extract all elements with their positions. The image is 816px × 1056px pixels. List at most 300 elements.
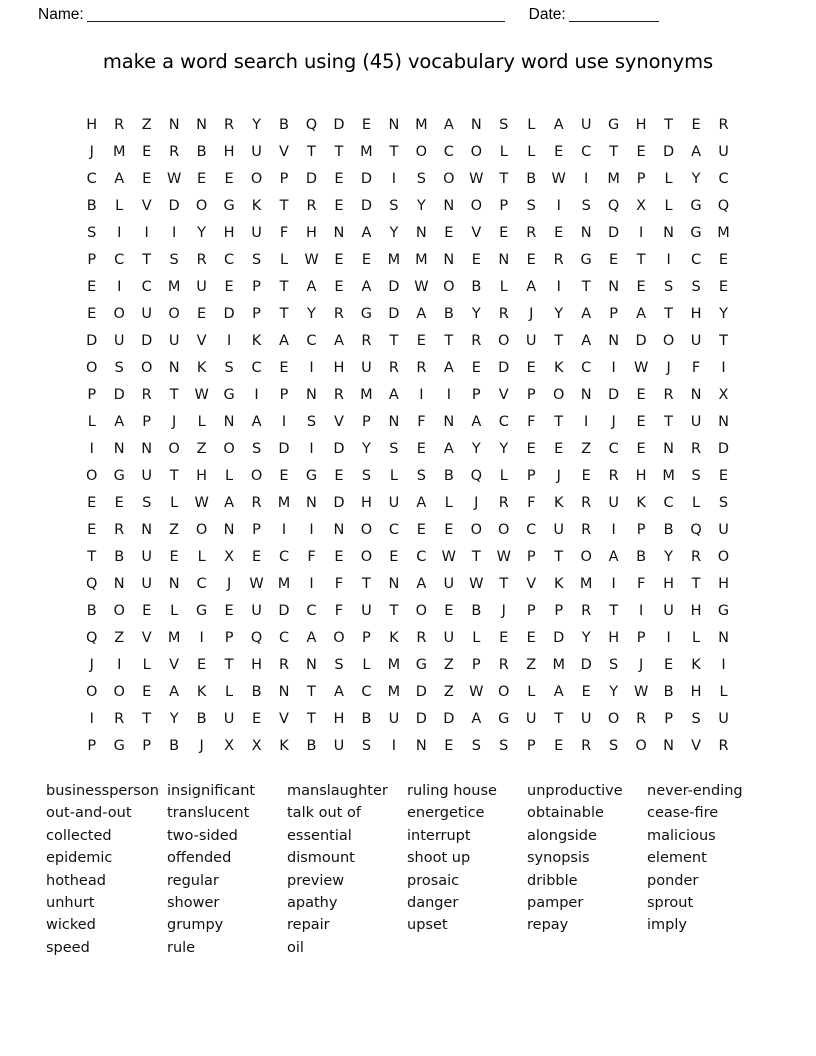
grid-cell[interactable]: N xyxy=(663,225,674,241)
word-list-item[interactable]: element xyxy=(647,850,707,867)
grid-cell[interactable]: N xyxy=(690,387,702,403)
grid-cell[interactable]: P xyxy=(526,549,536,565)
grid-cell[interactable]: N xyxy=(608,333,620,349)
grid-cell[interactable]: T xyxy=(554,549,564,565)
grid-cell[interactable]: I xyxy=(117,657,122,673)
grid-cell[interactable]: K xyxy=(196,684,207,700)
grid-cell[interactable]: O xyxy=(662,333,675,349)
grid-cell[interactable]: O xyxy=(415,603,428,619)
grid-cell[interactable]: G xyxy=(608,117,620,133)
grid-cell[interactable]: H xyxy=(635,117,647,133)
grid-cell[interactable]: Q xyxy=(690,522,702,538)
grid-cell[interactable]: K xyxy=(691,657,701,673)
grid-cell[interactable]: D xyxy=(168,198,180,214)
grid-cell[interactable]: N xyxy=(388,117,400,133)
grid-cell[interactable]: R xyxy=(333,387,344,403)
grid-cell[interactable]: N xyxy=(168,360,180,376)
grid-cell[interactable]: P xyxy=(554,603,564,619)
grid-cell[interactable]: Y xyxy=(361,441,371,457)
word-list-item[interactable]: wicked xyxy=(46,917,96,934)
grid-cell[interactable]: W xyxy=(194,387,209,403)
grid-cell[interactable]: G xyxy=(223,387,235,403)
word-list-item[interactable]: apathy xyxy=(287,894,338,911)
grid-cell[interactable]: N xyxy=(196,117,208,133)
grid-cell[interactable]: B xyxy=(86,198,97,214)
grid-cell[interactable]: R xyxy=(224,117,235,133)
grid-cell[interactable]: I xyxy=(419,387,424,403)
grid-cell[interactable]: G xyxy=(415,657,427,673)
grid-cell[interactable]: R xyxy=(169,144,180,160)
grid-cell[interactable]: O xyxy=(168,441,180,457)
grid-cell[interactable]: T xyxy=(87,549,97,565)
grid-cell[interactable]: O xyxy=(635,738,647,754)
grid-cell[interactable]: T xyxy=(609,603,619,619)
grid-cell[interactable]: R xyxy=(114,711,125,727)
grid-cell[interactable]: D xyxy=(333,495,345,511)
grid-cell[interactable]: L xyxy=(225,468,234,484)
grid-cell[interactable]: G xyxy=(580,252,592,268)
grid-cell[interactable]: E xyxy=(718,468,729,484)
grid-cell[interactable]: K xyxy=(553,495,564,511)
grid-cell[interactable]: R xyxy=(581,603,592,619)
grid-cell[interactable]: B xyxy=(196,711,207,727)
grid-cell[interactable]: U xyxy=(168,333,180,349)
date-write-in-line[interactable] xyxy=(569,9,659,22)
grid-cell[interactable]: V xyxy=(279,711,289,727)
grid-cell[interactable]: W xyxy=(633,684,649,700)
grid-cell[interactable]: Q xyxy=(717,198,730,214)
grid-cell[interactable]: T xyxy=(719,333,728,349)
word-list-item[interactable]: synopsis xyxy=(527,850,590,867)
grid-cell[interactable]: B xyxy=(471,279,482,295)
grid-cell[interactable]: H xyxy=(251,657,262,673)
grid-cell[interactable]: F xyxy=(279,225,289,241)
grid-cell[interactable]: T xyxy=(389,603,399,619)
grid-cell[interactable]: A xyxy=(306,279,317,295)
grid-cell[interactable]: U xyxy=(388,495,400,511)
grid-cell[interactable]: L xyxy=(444,495,453,511)
grid-cell[interactable]: O xyxy=(140,360,153,376)
word-list-item[interactable]: out-and-out xyxy=(46,805,132,822)
grid-cell[interactable]: E xyxy=(114,495,124,511)
grid-cell[interactable]: C xyxy=(114,252,125,268)
grid-cell[interactable]: E xyxy=(251,711,262,727)
grid-cell[interactable]: I xyxy=(144,225,149,241)
grid-cell[interactable]: E xyxy=(554,441,564,457)
grid-cell[interactable]: I xyxy=(391,738,397,754)
grid-cell[interactable]: L xyxy=(664,198,673,214)
word-list-item[interactable]: speed xyxy=(46,939,90,956)
grid-cell[interactable]: P xyxy=(224,630,234,646)
grid-cell[interactable]: W xyxy=(633,360,649,376)
grid-cell[interactable]: N xyxy=(580,387,592,403)
grid-cell[interactable]: E xyxy=(197,171,207,187)
grid-cell[interactable]: D xyxy=(223,306,235,322)
grid-cell[interactable]: S xyxy=(691,711,701,727)
grid-cell[interactable]: T xyxy=(609,144,619,160)
grid-cell[interactable]: T xyxy=(389,333,399,349)
grid-cell[interactable]: T xyxy=(636,252,646,268)
grid-cell[interactable]: W xyxy=(194,495,209,511)
grid-cell[interactable]: E xyxy=(224,603,234,619)
grid-cell[interactable]: J xyxy=(89,144,94,160)
grid-cell[interactable]: N xyxy=(168,117,180,133)
word-list-item[interactable]: shower xyxy=(167,894,220,911)
word-list-item[interactable]: rule xyxy=(167,939,196,956)
grid-cell[interactable]: V xyxy=(526,576,537,592)
grid-cell[interactable]: A xyxy=(306,630,317,646)
grid-cell[interactable]: D xyxy=(333,117,345,133)
grid-cell[interactable]: J xyxy=(529,306,534,322)
grid-cell[interactable]: N xyxy=(443,414,455,430)
grid-cell[interactable]: P xyxy=(499,198,509,214)
grid-cell[interactable]: O xyxy=(498,522,510,538)
grid-cell[interactable]: S xyxy=(526,198,536,214)
grid-cell[interactable]: W xyxy=(469,171,484,187)
grid-cell[interactable]: N xyxy=(113,441,125,457)
grid-cell[interactable]: Y xyxy=(719,306,728,322)
grid-cell[interactable]: R xyxy=(663,387,674,403)
word-list-item[interactable]: energetice xyxy=(407,805,485,822)
grid-cell[interactable]: E xyxy=(334,279,344,295)
grid-cell[interactable]: T xyxy=(499,171,509,187)
grid-cell[interactable]: R xyxy=(388,360,399,376)
grid-cell[interactable]: E xyxy=(142,171,152,187)
word-list-item[interactable]: danger xyxy=(407,894,459,911)
grid-cell[interactable]: R xyxy=(581,495,592,511)
grid-cell[interactable]: E xyxy=(224,279,234,295)
grid-cell[interactable]: E xyxy=(389,549,399,565)
grid-cell[interactable]: D xyxy=(360,171,372,187)
grid-cell[interactable]: U xyxy=(361,603,372,619)
grid-cell[interactable]: E xyxy=(636,387,646,403)
grid-cell[interactable]: S xyxy=(224,360,234,376)
grid-cell[interactable]: E xyxy=(663,657,674,673)
grid-cell[interactable]: P xyxy=(636,522,646,538)
grid-cell[interactable]: Y xyxy=(499,441,509,457)
grid-cell[interactable]: P xyxy=(279,387,289,403)
grid-cell[interactable]: F xyxy=(527,495,536,511)
grid-cell[interactable]: E xyxy=(279,360,289,376)
grid-cell[interactable]: J xyxy=(501,603,506,619)
word-list-item[interactable]: prosaic xyxy=(407,872,460,889)
grid-cell[interactable]: S xyxy=(416,171,426,187)
word-list-item[interactable]: cease-fire xyxy=(647,805,719,822)
grid-cell[interactable]: O xyxy=(498,684,510,700)
grid-cell[interactable]: V xyxy=(471,225,482,241)
grid-cell[interactable]: N xyxy=(333,225,345,241)
grid-cell[interactable]: A xyxy=(443,360,454,376)
grid-cell[interactable]: E xyxy=(87,495,97,511)
grid-cell[interactable]: Y xyxy=(252,117,261,133)
grid-cell[interactable]: C xyxy=(224,252,235,268)
grid-cell[interactable]: S xyxy=(251,252,262,268)
grid-cell[interactable]: D xyxy=(498,360,510,376)
grid-cell[interactable]: L xyxy=(692,630,701,646)
grid-cell[interactable]: P xyxy=(142,738,152,754)
grid-cell[interactable]: W xyxy=(469,576,484,592)
grid-cell[interactable]: I xyxy=(117,279,122,295)
grid-cell[interactable]: L xyxy=(197,549,206,565)
word-list-item[interactable]: preview xyxy=(287,872,345,889)
grid-cell[interactable]: P xyxy=(636,171,646,187)
grid-cell[interactable]: L xyxy=(362,657,371,673)
grid-cell[interactable]: P xyxy=(252,522,261,538)
grid-cell[interactable]: M xyxy=(360,387,373,403)
grid-cell[interactable]: H xyxy=(690,603,702,619)
grid-cell[interactable]: W xyxy=(496,549,511,565)
grid-cell[interactable]: R xyxy=(718,738,729,754)
grid-cell[interactable]: C xyxy=(251,360,262,376)
word-list-item[interactable]: translucent xyxy=(167,805,250,822)
grid-cell[interactable]: M xyxy=(717,225,730,241)
grid-cell[interactable]: I xyxy=(721,360,726,376)
grid-cell[interactable]: R xyxy=(498,495,509,511)
grid-cell[interactable]: A xyxy=(553,117,564,133)
grid-cell[interactable]: C xyxy=(361,684,372,700)
grid-cell[interactable]: R xyxy=(581,738,592,754)
grid-cell[interactable]: O xyxy=(717,549,730,565)
grid-cell[interactable]: U xyxy=(251,225,262,241)
grid-cell[interactable]: D xyxy=(86,333,98,349)
grid-cell[interactable]: B xyxy=(663,522,674,538)
grid-cell[interactable]: Z xyxy=(526,657,537,673)
grid-cell[interactable]: N xyxy=(388,576,400,592)
grid-cell[interactable]: T xyxy=(361,576,371,592)
grid-cell[interactable]: D xyxy=(415,711,427,727)
grid-cell[interactable]: C xyxy=(306,333,317,349)
grid-cell[interactable]: O xyxy=(415,144,428,160)
grid-cell[interactable]: L xyxy=(170,603,179,619)
word-search-grid[interactable] xyxy=(78,112,738,760)
grid-cell[interactable]: N xyxy=(663,738,674,754)
grid-cell[interactable]: U xyxy=(525,711,537,727)
grid-cell[interactable]: U xyxy=(443,630,455,646)
grid-cell[interactable]: R xyxy=(498,306,509,322)
grid-cell[interactable]: N xyxy=(718,630,729,646)
grid-cell[interactable]: I xyxy=(611,522,616,538)
grid-cell[interactable]: P xyxy=(87,738,97,754)
grid-cell[interactable]: C xyxy=(608,441,619,457)
grid-cell[interactable]: M xyxy=(579,576,593,592)
grid-cell[interactable]: R xyxy=(636,711,647,727)
grid-cell[interactable]: B xyxy=(306,738,317,754)
grid-cell[interactable]: N xyxy=(663,441,674,457)
grid-cell[interactable]: Y xyxy=(389,225,399,241)
grid-cell[interactable]: E xyxy=(169,549,179,565)
grid-cell[interactable]: D xyxy=(278,603,290,619)
grid-cell[interactable]: T xyxy=(554,414,564,430)
grid-cell[interactable]: B xyxy=(196,144,207,160)
grid-cell[interactable]: U xyxy=(113,333,125,349)
grid-cell[interactable]: E xyxy=(554,738,564,754)
grid-cell[interactable]: U xyxy=(196,279,207,295)
grid-cell[interactable]: R xyxy=(471,333,482,349)
grid-cell[interactable]: R xyxy=(691,441,702,457)
grid-cell[interactable]: W xyxy=(166,171,182,187)
grid-cell[interactable]: J xyxy=(666,360,671,376)
word-list-item[interactable]: sprout xyxy=(647,894,694,911)
grid-cell[interactable]: T xyxy=(554,711,564,727)
grid-cell[interactable]: S xyxy=(499,738,509,754)
grid-cell[interactable]: G xyxy=(690,198,702,214)
grid-cell[interactable]: P xyxy=(664,711,673,727)
grid-cell[interactable]: N xyxy=(415,225,427,241)
grid-cell[interactable]: H xyxy=(360,495,372,511)
grid-cell[interactable]: E xyxy=(334,468,344,484)
grid-cell[interactable]: O xyxy=(113,684,125,700)
word-list-item[interactable]: upset xyxy=(407,917,448,934)
grid-cell[interactable]: A xyxy=(333,333,344,349)
grid-cell[interactable]: I xyxy=(721,657,726,673)
word-list-item[interactable]: epidemic xyxy=(46,850,113,867)
grid-cell[interactable]: C xyxy=(141,279,152,295)
grid-cell[interactable]: N xyxy=(141,522,153,538)
grid-cell[interactable]: A xyxy=(416,576,427,592)
grid-cell[interactable]: E xyxy=(279,468,289,484)
grid-cell[interactable]: Z xyxy=(169,522,180,538)
grid-cell[interactable]: D xyxy=(113,387,125,403)
grid-cell[interactable]: A xyxy=(361,279,372,295)
grid-cell[interactable]: I xyxy=(666,252,671,268)
grid-cell[interactable]: L xyxy=(87,414,96,430)
grid-cell[interactable]: L xyxy=(197,414,206,430)
grid-cell[interactable]: A xyxy=(251,414,262,430)
grid-cell[interactable]: T xyxy=(279,279,289,295)
grid-cell[interactable]: G xyxy=(113,738,125,754)
grid-cell[interactable]: I xyxy=(584,414,589,430)
grid-cell[interactable]: E xyxy=(718,252,729,268)
grid-cell[interactable]: A xyxy=(581,306,592,322)
grid-cell[interactable]: S xyxy=(251,441,262,457)
grid-cell[interactable]: N xyxy=(168,576,180,592)
grid-cell[interactable]: S xyxy=(169,252,179,268)
grid-cell[interactable]: E xyxy=(581,684,591,700)
grid-cell[interactable]: H xyxy=(718,576,729,592)
grid-cell[interactable]: O xyxy=(607,711,620,727)
grid-cell[interactable]: I xyxy=(391,171,397,187)
grid-cell[interactable]: C xyxy=(581,360,592,376)
grid-cell[interactable]: U xyxy=(608,495,619,511)
grid-cell[interactable]: R xyxy=(278,657,290,673)
grid-cell[interactable]: D xyxy=(388,279,400,295)
grid-cell[interactable]: Y xyxy=(554,306,564,322)
grid-cell[interactable]: G xyxy=(113,468,125,484)
grid-cell[interactable]: I xyxy=(89,441,94,457)
grid-cell[interactable]: M xyxy=(277,576,291,592)
grid-cell[interactable]: A xyxy=(279,333,289,349)
word-list-item[interactable]: two-sided xyxy=(167,827,238,844)
grid-cell[interactable]: F xyxy=(334,603,344,619)
grid-cell[interactable]: T xyxy=(169,387,179,403)
grid-cell[interactable]: X xyxy=(718,387,729,403)
grid-cell[interactable]: R xyxy=(114,522,125,538)
grid-cell[interactable]: B xyxy=(279,117,289,133)
grid-cell[interactable]: S xyxy=(114,360,124,376)
grid-cell[interactable]: R xyxy=(416,630,427,646)
grid-cell[interactable]: I xyxy=(556,279,561,295)
grid-cell[interactable]: L xyxy=(527,144,536,160)
grid-cell[interactable]: Q xyxy=(607,198,620,214)
grid-cell[interactable]: O xyxy=(470,198,482,214)
grid-cell[interactable]: R xyxy=(608,468,619,484)
grid-cell[interactable]: W xyxy=(469,684,484,700)
grid-cell[interactable]: S xyxy=(306,414,317,430)
grid-cell[interactable]: I xyxy=(309,360,314,376)
grid-cell[interactable]: E xyxy=(636,279,646,295)
grid-cell[interactable]: H xyxy=(635,468,647,484)
grid-cell[interactable]: E xyxy=(526,630,536,646)
grid-cell[interactable]: K xyxy=(553,360,564,376)
grid-cell[interactable]: U xyxy=(251,144,262,160)
grid-cell[interactable]: S xyxy=(609,738,619,754)
grid-cell[interactable]: I xyxy=(281,522,287,538)
grid-cell[interactable]: C xyxy=(306,603,317,619)
grid-cell[interactable]: E xyxy=(636,144,646,160)
grid-cell[interactable]: T xyxy=(664,117,673,133)
grid-cell[interactable]: U xyxy=(718,522,729,538)
grid-cell[interactable]: B xyxy=(169,738,180,754)
grid-cell[interactable]: O xyxy=(86,684,98,700)
grid-cell[interactable]: P xyxy=(471,657,481,673)
grid-cell[interactable]: P xyxy=(362,630,371,646)
grid-cell[interactable]: V xyxy=(141,630,152,646)
grid-cell[interactable]: D xyxy=(717,441,730,457)
word-list-item[interactable]: shoot up xyxy=(407,850,471,867)
grid-cell[interactable]: D xyxy=(333,441,345,457)
grid-cell[interactable]: X xyxy=(636,198,647,214)
grid-cell[interactable]: L xyxy=(225,684,234,700)
word-list-item[interactable]: collected xyxy=(46,827,112,844)
grid-cell[interactable]: C xyxy=(86,171,97,187)
grid-cell[interactable]: P xyxy=(87,252,97,268)
grid-cell[interactable]: G xyxy=(498,711,510,727)
grid-cell[interactable]: Q xyxy=(305,117,318,133)
grid-cell[interactable]: M xyxy=(387,252,401,268)
grid-cell[interactable]: U xyxy=(553,522,565,538)
word-list-item[interactable]: never-ending xyxy=(647,783,743,799)
grid-cell[interactable]: N xyxy=(443,198,455,214)
word-list-item[interactable]: dribble xyxy=(527,872,578,889)
grid-cell[interactable]: O xyxy=(195,522,208,538)
grid-cell[interactable]: N xyxy=(443,252,455,268)
grid-cell[interactable]: R xyxy=(196,252,207,268)
grid-cell[interactable]: E xyxy=(526,441,536,457)
grid-cell[interactable]: I xyxy=(638,225,644,241)
grid-cell[interactable]: H xyxy=(608,630,620,646)
grid-cell[interactable]: N xyxy=(580,225,592,241)
grid-cell[interactable]: P xyxy=(526,468,536,484)
grid-cell[interactable]: C xyxy=(690,252,702,268)
grid-cell[interactable]: T xyxy=(307,684,316,700)
grid-cell[interactable]: J xyxy=(474,495,479,511)
grid-cell[interactable]: O xyxy=(333,630,345,646)
grid-cell[interactable]: A xyxy=(114,171,125,187)
grid-cell[interactable]: A xyxy=(526,279,537,295)
grid-cell[interactable]: Y xyxy=(197,225,207,241)
grid-cell[interactable]: C xyxy=(581,144,592,160)
grid-cell[interactable]: E xyxy=(251,549,262,565)
word-list-item[interactable]: malicious xyxy=(647,827,716,844)
grid-cell[interactable]: M xyxy=(360,144,373,160)
grid-cell[interactable]: O xyxy=(580,549,592,565)
grid-cell[interactable]: N xyxy=(113,576,125,592)
grid-cell[interactable]: E xyxy=(444,738,454,754)
grid-cell[interactable]: U xyxy=(251,603,262,619)
grid-cell[interactable]: E xyxy=(334,198,344,214)
grid-cell[interactable]: U xyxy=(690,333,702,349)
grid-cell[interactable]: W xyxy=(414,279,429,295)
